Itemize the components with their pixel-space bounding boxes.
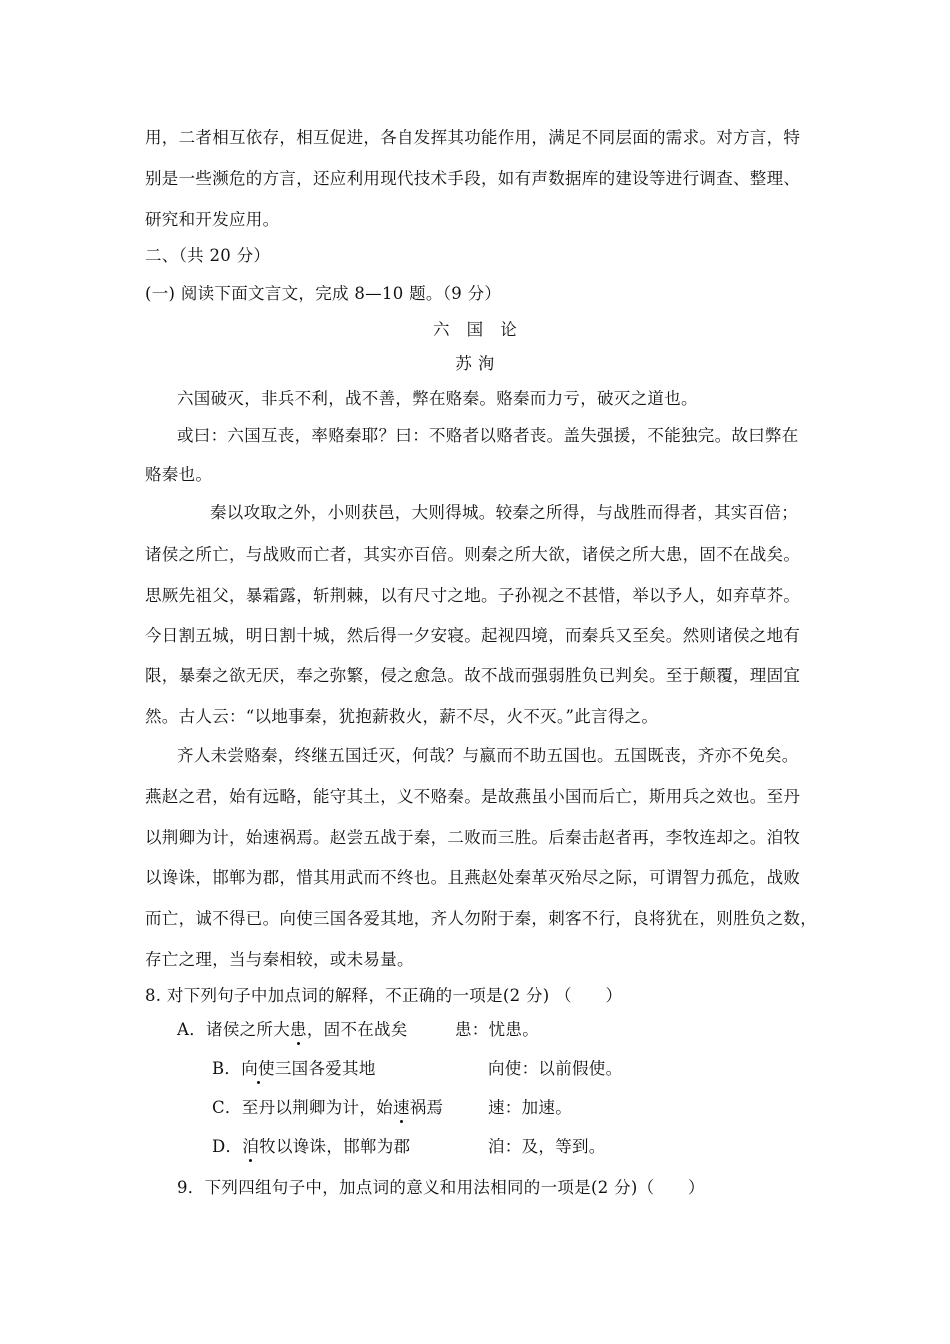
paragraph-line: 研究和开发应用。	[145, 210, 280, 229]
question-8-gloss-d: 洎：及，等到。	[488, 1137, 606, 1156]
question-8-gloss-a: 患：忧患。	[455, 1020, 539, 1039]
essay-line: 齐人未尝赂秦，终继五国迁灭，何哉？与嬴而不助五国也。五国既丧，齐亦不免矣。	[177, 746, 799, 765]
essay-line: 以谗诛，邯郸为郡，惜其用武而不终也。且燕赵处秦革灭殆尽之际，可谓智力孤危，战败	[145, 868, 801, 887]
paragraph-line: 用，二者相互依存，相互促进，各自发挥其功能作用，满足不同层面的需求。对方言，特	[145, 128, 801, 147]
essay-line: 以荆卿为计，始速祸焉。赵尝五战于秦，二败而三胜。后秦击赵者再，李牧连却之。洎牧	[145, 828, 801, 847]
dotted-word: 向使	[241, 1059, 275, 1078]
essay-line: 而亡，诚不得已。向使三国各爱其地，齐人勿附于秦，刺客不行，良将犹在，则胜负之数，	[145, 909, 817, 928]
question-8-stem: 8. 对下列句子中加点词的解释，不正确的一项是(2 分) （ ）	[145, 986, 623, 1005]
question-8-gloss-c: 速：加速。	[488, 1098, 572, 1117]
question-8-option-c: C．至丹以荆卿为计，始速祸焉	[212, 1098, 444, 1117]
essay-line: 燕赵之君，始有远略，能守其土，义不赂秦。是故燕虽小国而后亡，斯用兵之效也。至丹	[145, 787, 801, 806]
essay-line: 限，暴秦之欲无厌，奉之弥繁，侵之愈急。故不战而强弱胜负已判矣。至于颠覆，理固宜	[145, 666, 801, 685]
essay-title: 六 国 论	[433, 320, 517, 339]
dotted-word: 速	[392, 1098, 410, 1117]
essay-line: 今日割五城，明日割十城，然后得一夕安寝。起视四境，而秦兵又至矣。然则诸侯之地有	[145, 626, 801, 645]
essay-line: 六国破灭，非兵不利，战不善，弊在赂秦。赂秦而力亏，破灭之道也。	[177, 389, 698, 408]
essay-line: 或曰：六国互丧，率赂秦耶？曰：不赂者以赂者丧。盖失强援，不能独完。故曰弊在	[177, 426, 799, 445]
essay-line: 思厥先祖父，暴霜露，斩荆棘，以有尺寸之地。子孙视之不甚惜，举以予人，如弃草芥。	[145, 586, 801, 605]
paragraph-line: 别是一些濒危的方言，还应利用现代技术手段，如有声数据库的建设等进行调查、整理、	[145, 169, 801, 188]
dotted-word: 患	[290, 1020, 307, 1039]
essay-line: 诸侯之所亡，与战败而亡者，其实亦百倍。则秦之所大欲，诸侯之所大患，固不在战矣。	[145, 545, 801, 564]
essay-line: 存亡之理，当与秦相较，或未易量。	[145, 950, 414, 969]
essay-line: 然。古人云：“以地事秦，犹抱薪救火，薪不尽，火不灭。”此言得之。	[145, 707, 659, 726]
question-8-option-b: B．向使三国各爱其地	[212, 1059, 376, 1078]
subsection-heading: (一) 阅读下面文言文，完成 8—10 题。（9 分）	[145, 284, 502, 303]
essay-author: 苏 洵	[455, 354, 495, 373]
essay-line: 赂秦也。	[145, 465, 213, 484]
question-8-option-a: A．诸侯之所大患，固不在战矣	[177, 1020, 408, 1039]
question-8-gloss-b: 向使：以前假使。	[488, 1059, 623, 1078]
section-heading: 二、（共 20 分）	[145, 246, 271, 265]
dotted-word: 洎	[242, 1137, 260, 1156]
essay-line: 秦以攻取之外，小则获邑，大则得城。较秦之所得，与战胜而得者，其实百倍；	[210, 503, 798, 522]
question-9-stem: 9．下列四组句子中，加点词的意义和用法相同的一项是(2 分)（ ）	[177, 1178, 705, 1197]
question-8-option-d: D．洎牧以谗诛，邯郸为郡	[212, 1137, 411, 1156]
